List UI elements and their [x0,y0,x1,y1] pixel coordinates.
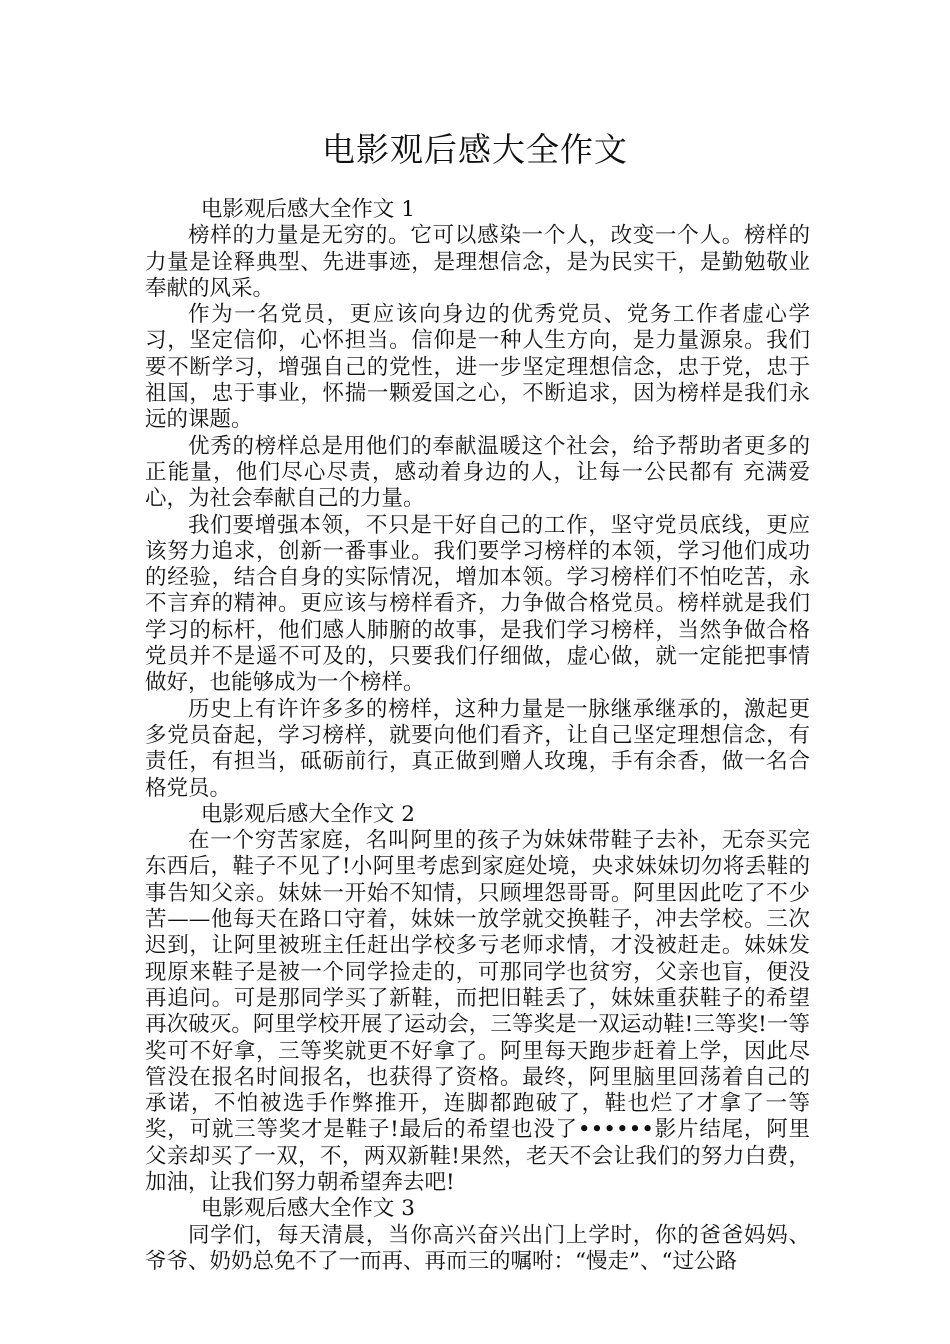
paragraph: 历史上有许许多多的榜样，这种力量是一脉继承继承的，激起更多党员奋起，学习榜样，就要向他们看齐，让自己坚定理想信念，有责任，有担当，砥砺前行，真正做到赠人玫瑰，手有余香，做一名合格党员。 [145,696,810,801]
paragraph: 我们要增强本领，不只是干好自己的工作，坚守党员底线，更应该努力追求，创新一番事业。我们要学习榜样的本领，学习他们成功的经验，结合自身的实际情况，增加本领。学习榜样们不怕吃苦，永不言弃的精神。更应该与榜样看齐，力争做合格党员。榜样就是我们学习的标杆，他们感人肺腑的故事，是我们学习榜样，当然争做合格党员并不是遥不可及的，只要我们仔细做，虚心做，就一定能把事情做好，也能够成为一个榜样。 [145,512,810,696]
paragraph: 优秀的榜样总是用他们的奉献温暖这个社会，给予帮助者更多的正能量，他们尽心尽责，感动着身边的人，让每一公民都有 充满爱心，为社会奉献自己的力量。 [145,433,810,512]
section-heading-1: 电影观后感大全作文 1 [200,197,415,222]
document-title: 电影观后感大全作文 [322,130,628,169]
section-heading-2: 电影观后感大全作文 2 [200,801,415,827]
paragraph: 在一个穷苦家庭，名叫阿里的孩子为妹妹带鞋子去补，无奈买完东西后，鞋子不见了!小阿里考虑到家庭处境，央求妹妹切勿将丢鞋的事告知父亲。妹妹一开始不知情，只顾埋怨哥哥。阿里因此吃了不少苦——他每天在路口守着，妹妹一放学就交换鞋子，冲去学校。三次迟到，让阿里被班主任赶出学校多亏老师求情，才没被赶走。妹妹发现原来鞋子是被一个同学捡走的，可那同学也贫穷，父亲也盲，便没再追问。可是那同学买了新鞋，而把旧鞋丢了，妹妹重获鞋子的希望再次破灭。阿里学校开展了运动会，三等奖是一双运动鞋!三等奖!一等奖可不好拿，三等奖就更不好拿了。阿里每天跑步赶着上学，因此尽管没在报名时间报名，也获得了资格。最终，阿里脑里回荡着自己的承诺，不怕被选手作弊推开，连脚都跑破了，鞋也烂了才拿了一等奖，可就三等奖才是鞋子!最后的希望也没了••••••影片结尾，阿里父亲却买了一双，不，两双新鞋!果然，老天不会让我们的努力白费，加油，让我们努力朝希望奔去吧! [145,828,810,1195]
section-heading-3: 电影观后感大全作文 3 [200,1196,415,1222]
paragraph: 作为一名党员，更应该向身边的优秀党员、党务工作者虚心学习，坚定信仰，心怀担当。信仰是一种人生方向，是力量源泉。我们要不断学习，增强自己的党性，进一步坚定理想信念，忠于党，忠于祖国，忠于事业，怀揣一颗爱国之心，不断追求，因为榜样是我们永远的课题。 [145,302,810,433]
paragraph: 同学们，每天清晨，当你高兴奋兴出门上学时，你的爸爸妈妈、爷爷、奶奶总免不了一而再、再而三的嘱咐：“慢走”、“过公路 [145,1222,810,1274]
paragraph: 榜样的力量是无穷的。它可以感染一个人，改变一个人。榜样的力量是诠释典型、先进事迹，是理想信念，是为民实干，是勤勉敬业奉献的风采。 [145,223,810,301]
document-body [145,197,810,1275]
